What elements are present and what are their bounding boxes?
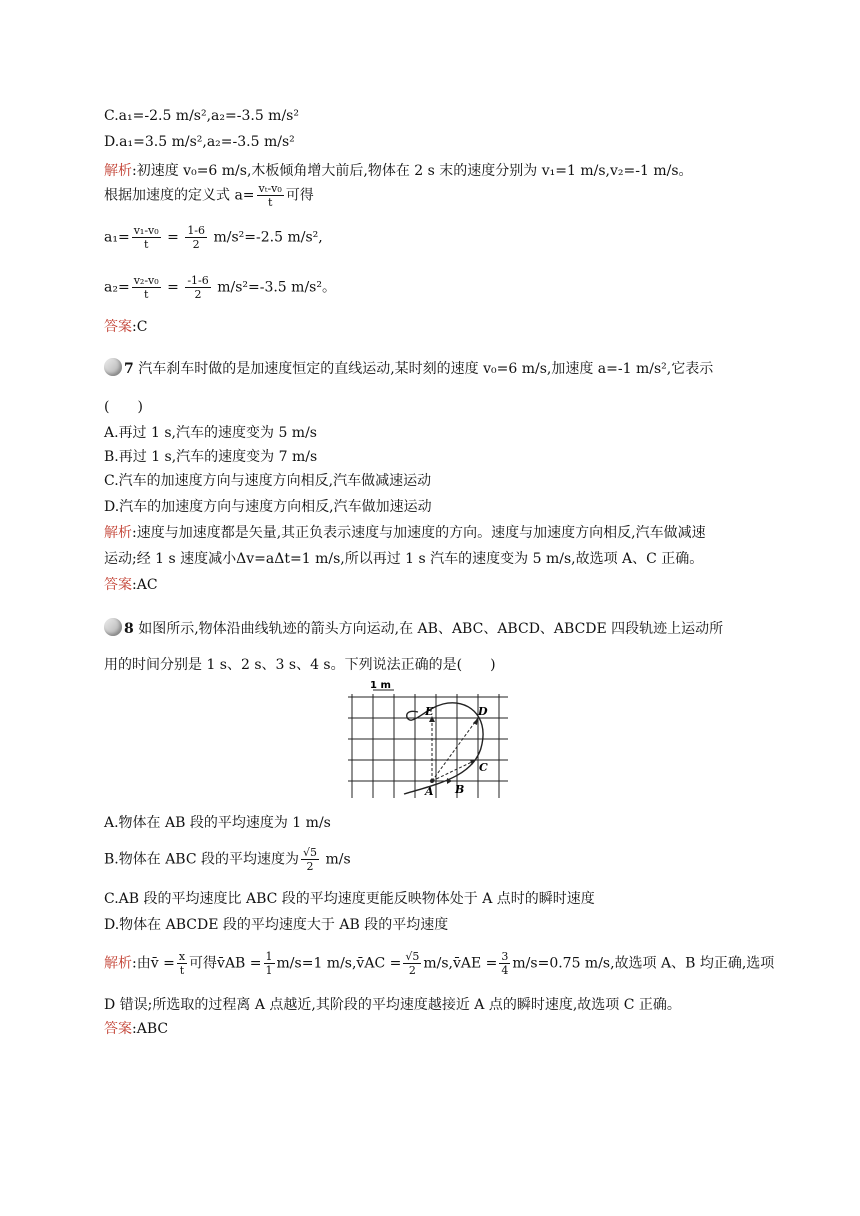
option-b-text: B.物体在 ABC 段的平均速度为 [104, 851, 300, 868]
analysis-label: 解析 [104, 955, 132, 972]
point-a-label: A [425, 785, 434, 798]
a1-frac1 [132, 224, 161, 251]
a2-equation: a₂= $\frac{\text{v₂-v₀}}{t}$ = $\frac{-1-6}{2}$ m/s²=-3.5 m/s²。 [104, 274, 336, 301]
q8-analysis-line1 [104, 950, 774, 977]
question-text: 如图所示,物体沿曲线轨迹的箭头方向运动,在 AB、ABC、ABCD、ABCDE 四段轨迹上运动所 [138, 621, 724, 637]
frac2-num: 1 [265, 950, 273, 963]
frac3-num: √5 [405, 950, 420, 963]
a2-lhs: a₂= [104, 279, 130, 296]
analysis-text: :初速度 v₀=6 m/s,木板倾角增大前后,物体在 2 s 末的速度分别为 v₁=1 m/s,v₂=-1 m/s。 [132, 163, 693, 179]
analysis-part2: 可得v̄AB = [189, 955, 262, 972]
analysis-frac3 [403, 950, 421, 977]
analysis-label: 解析 [104, 525, 132, 541]
analysis-frac2 [264, 950, 275, 977]
question-bullet-icon [104, 358, 122, 376]
option-d-q6: D.a₁=3.5 m/s²,a₂=-3.5 m/s² [104, 134, 295, 150]
analysis-label: 解析 [104, 163, 132, 179]
frac3-den: 2 [408, 964, 416, 977]
analysis-part1: :由v̄ = [132, 955, 175, 972]
option-b-den: 2 [306, 860, 314, 873]
analysis-part4: m/s,v̄AE = [423, 955, 498, 972]
a1-equation: a₁= $\frac{\text{v₁-v₀}}{t}$ = $\frac{1-6}{2}$ m/s²=-2.5 m/s², [104, 224, 323, 251]
question-number: 7 [124, 361, 134, 377]
q8-analysis-line2: D 错误;所选取的过程离 A 点越近,其阶段的平均速度越接近 A 点的瞬时速度,故选项 C 正确。 [104, 997, 681, 1013]
point-c-label: C [479, 761, 488, 774]
def-denominator: t [267, 196, 273, 209]
q8-option-c: C.AB 段的平均速度比 ABC 段的平均速度更能反映物体处于 A 点时的瞬时速度 [104, 891, 595, 907]
analysis-q6-line2 [104, 182, 314, 209]
option-b-num: √5 [303, 846, 318, 859]
q7-option-c: C.汽车的加速度方向与速度方向相反,汽车做减速运动 [104, 473, 432, 489]
answer-label: 答案 [104, 319, 132, 335]
analysis-part5: m/s=0.75 m/s,故选项 A、B 均正确,选项 [512, 955, 775, 972]
q7-analysis-line2: 运动;经 1 s 速度减小Δv=aΔt=1 m/s,所以再过 1 s 汽车的速度变为 5 m/s,故选项 A、C 正确。 [104, 551, 704, 567]
scale-label: 1 m [370, 680, 391, 691]
q8-option-a: A.物体在 AB 段的平均速度为 1 m/s [104, 815, 331, 831]
formula-intro: 根据加速度的定义式 a= [104, 187, 255, 204]
frac4-den: 4 [501, 964, 509, 977]
question-bullet-icon [104, 618, 122, 636]
question-number: 8 [124, 621, 134, 637]
analysis-frac4 [499, 950, 510, 977]
point-d-label: D [478, 705, 488, 718]
question-8-line2: 用的时间分别是 1 s、2 s、3 s、4 s。下列说法正确的是( ) [104, 657, 496, 673]
q8-option-d: D.物体在 ABCDE 段的平均速度大于 AB 段的平均速度 [104, 917, 449, 933]
point-b-label: B [455, 783, 465, 796]
a2-frac2-num: -1-6 [187, 274, 209, 287]
question-text: 汽车刹车时做的是加速度恒定的直线运动,某时刻的速度 v₀=6 m/s,加速度 a=-1 m/s²,它表示 [138, 361, 714, 377]
answer-q8 [104, 1018, 168, 1038]
question-7-paren: ( ) [104, 399, 143, 415]
answer-q6 [104, 316, 147, 336]
a2-tail: m/s²=-3.5 m/s²。 [217, 279, 336, 296]
q8-option-b [104, 846, 351, 873]
a1-frac2 [185, 224, 207, 251]
frac4-num: 3 [501, 950, 509, 963]
a2-frac1 [132, 274, 161, 301]
formula-tail: 可得 [285, 187, 314, 204]
trajectory-figure [348, 676, 512, 800]
a2-frac1-num: v₂-v₀ [133, 274, 159, 287]
question-7 [104, 358, 713, 378]
answer-text: :C [132, 319, 148, 335]
answer-text: :AC [132, 577, 158, 593]
option-b-unit: m/s [325, 851, 351, 868]
a1-frac2-num: 1-6 [187, 224, 206, 237]
answer-q7 [104, 574, 158, 594]
answer-label: 答案 [104, 577, 132, 593]
a1-tail: m/s²=-2.5 m/s², [213, 229, 323, 246]
analysis-text: :速度与加速度都是矢量,其正负表示速度与加速度的方向。速度与加速度方向相反,汽车做减速 [132, 525, 706, 541]
frac1-den: t [179, 964, 185, 977]
analysis-part3: m/s=1 m/s,v̄AC = [276, 955, 402, 972]
analysis-q6-line1 [104, 160, 693, 180]
q7-option-b: B.再过 1 s,汽车的速度变为 7 m/s [104, 449, 318, 465]
option-c-q6: C.a₁=-2.5 m/s²,a₂=-3.5 m/s² [104, 108, 299, 124]
q7-option-a: A.再过 1 s,汽车的速度变为 5 m/s [104, 425, 317, 441]
q7-option-d: D.汽车的加速度方向与速度方向相反,汽车做加速运动 [104, 499, 432, 515]
question-8 [104, 618, 723, 638]
point-e-label: E [425, 705, 434, 718]
answer-label: 答案 [104, 1021, 132, 1037]
def-fraction [257, 182, 284, 209]
a1-frac2-den: 2 [192, 238, 200, 251]
q7-analysis-line1 [104, 522, 706, 542]
a2-frac2-den: 2 [194, 288, 202, 301]
point-a-dot [430, 779, 434, 783]
a1-lhs: a₁= [104, 229, 130, 246]
a1-frac1-num: v₁-v₀ [133, 224, 159, 237]
option-b-fraction [301, 846, 319, 873]
a2-frac2 [185, 274, 210, 301]
analysis-frac1 [177, 950, 187, 977]
a1-frac1-den: t [143, 238, 149, 251]
def-numerator: vₜ-v₀ [258, 182, 282, 195]
frac1-num: x [178, 950, 186, 963]
answer-text: :ABC [132, 1021, 169, 1037]
frac2-den: 1 [265, 964, 273, 977]
trajectory-curve [404, 703, 483, 794]
a2-frac1-den: t [143, 288, 149, 301]
